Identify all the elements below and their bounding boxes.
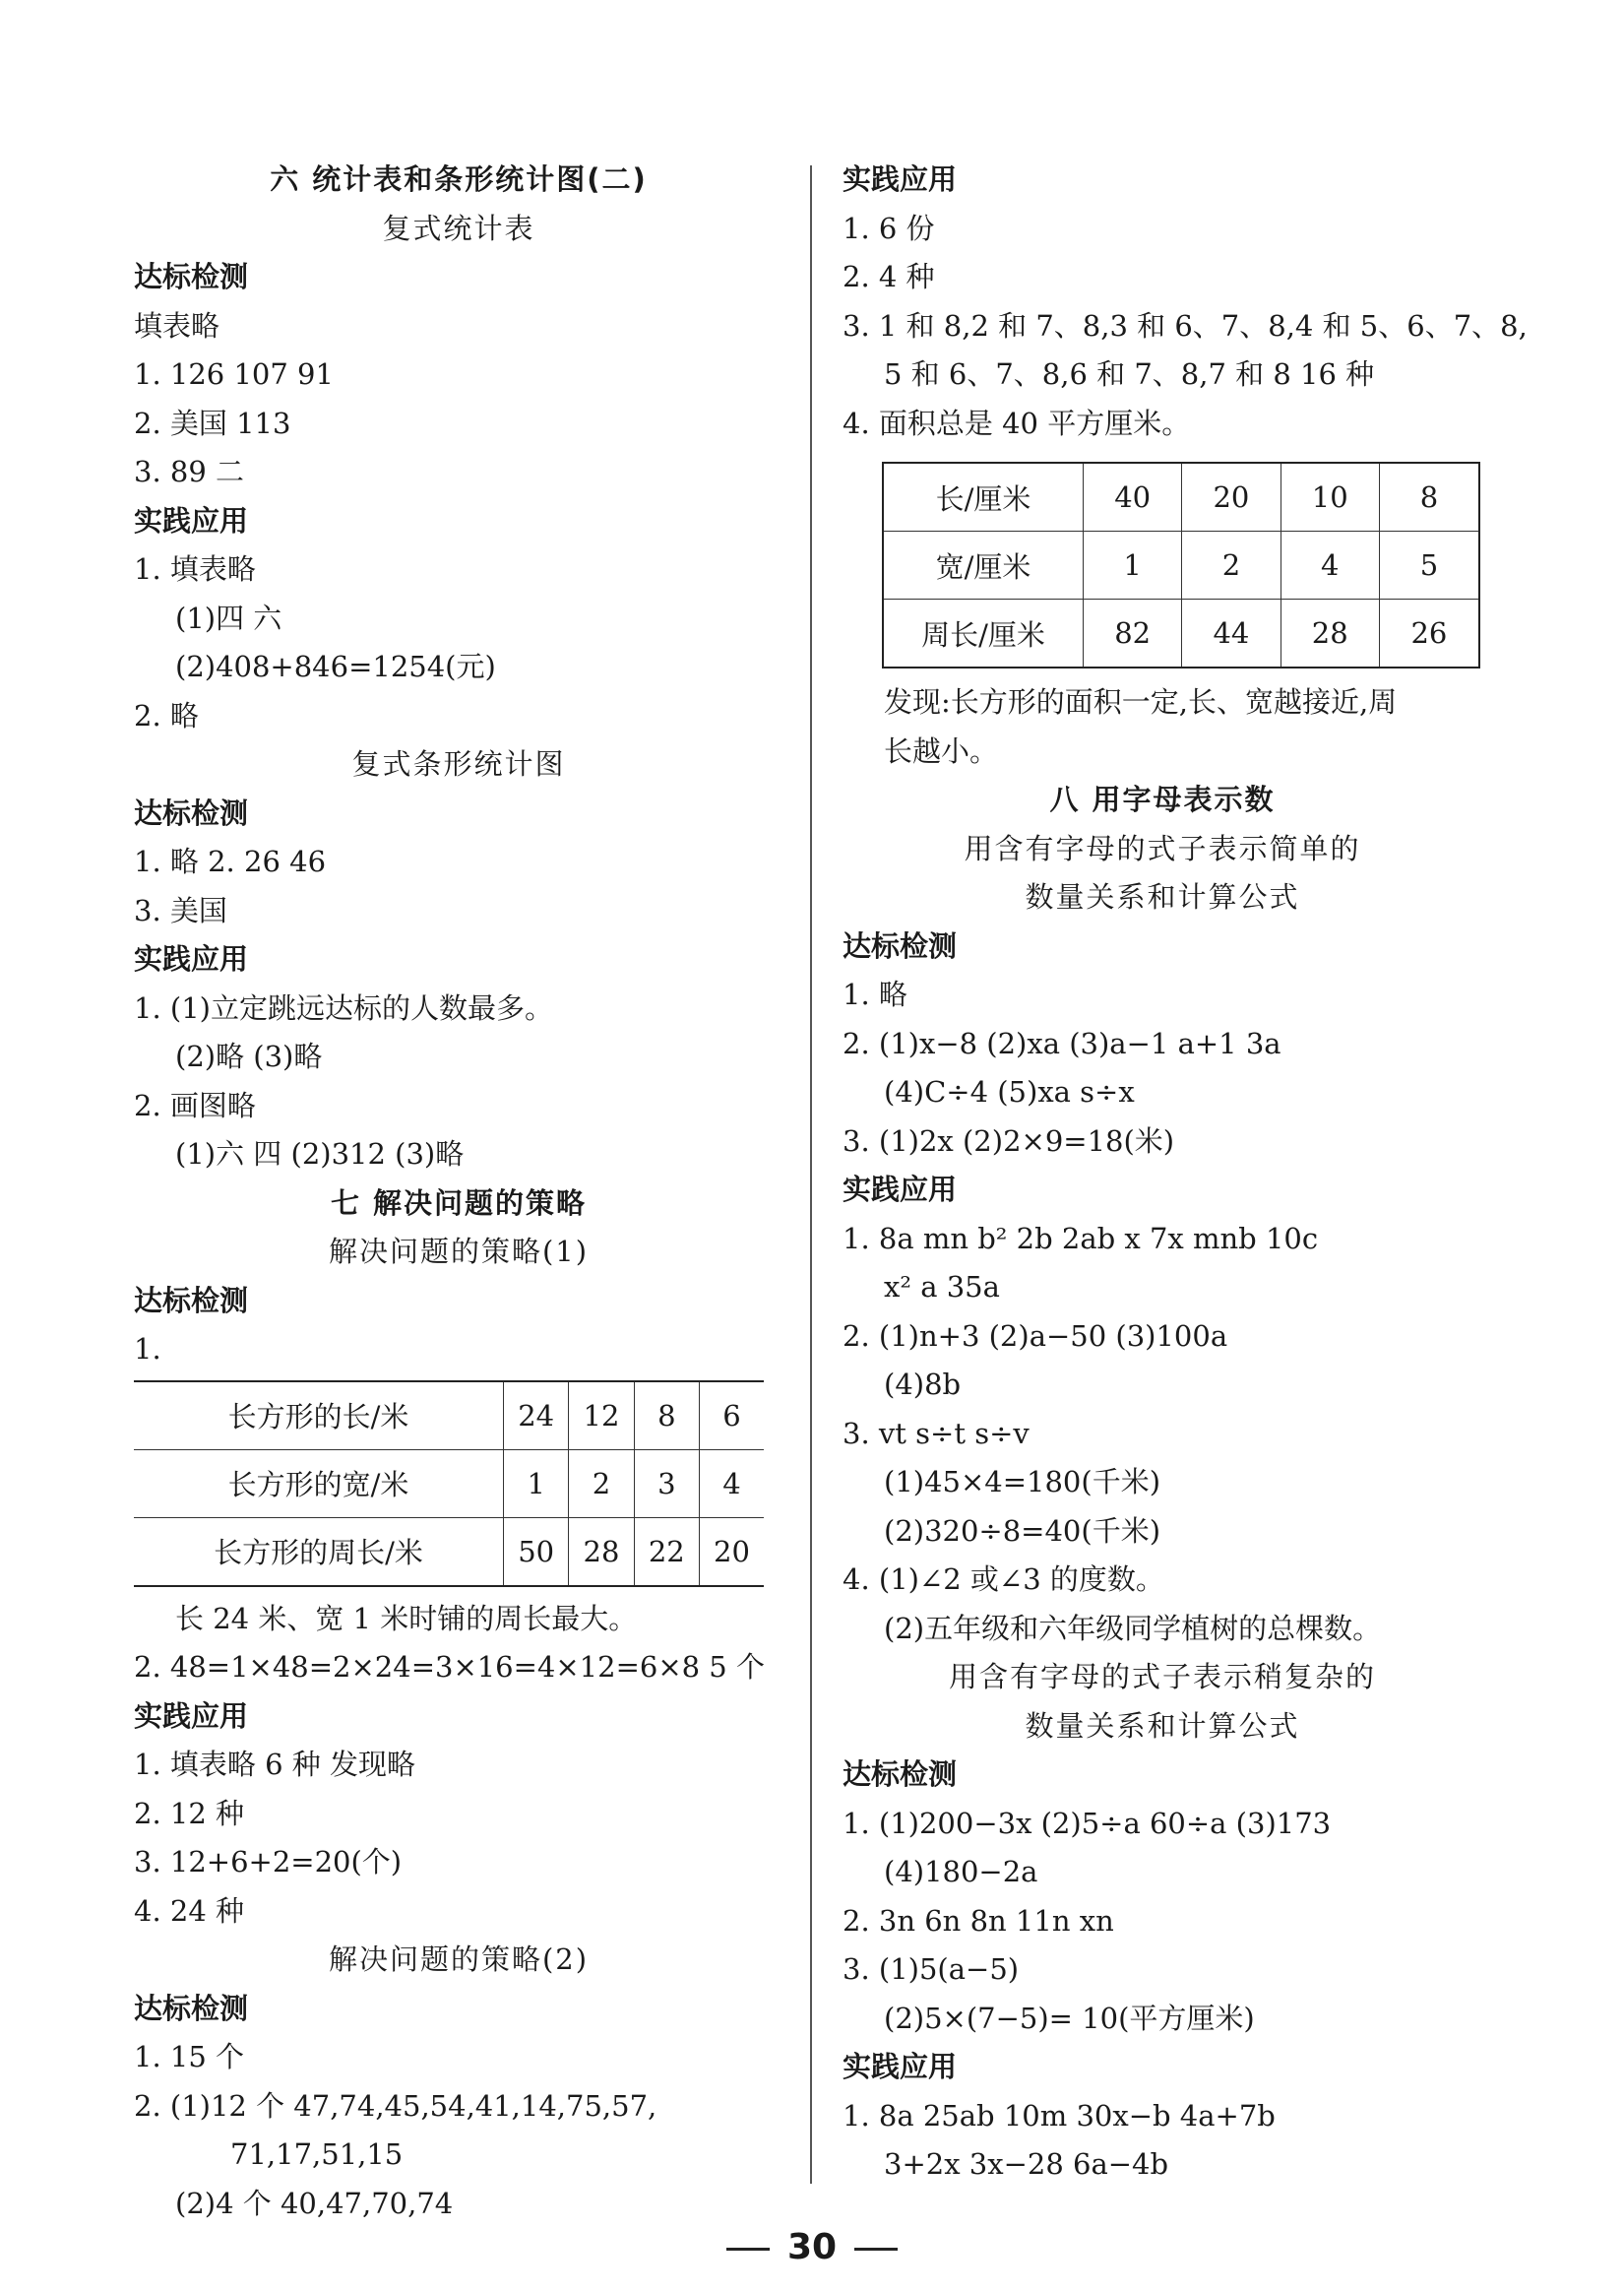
answer-line: 用含有字母的式子表示简单的 — [964, 831, 1361, 865]
answer-line: (2)五年级和六年级同学植树的总棵数。 — [884, 1611, 1382, 1645]
table-cell: 26 — [1379, 600, 1479, 668]
answer-line: 1. 填表略 — [134, 552, 256, 586]
answer-line: 八 用字母表示数 — [1049, 783, 1276, 816]
table-row-header: 长方形的长/米 — [134, 1381, 504, 1450]
table-cell: 28 — [569, 1517, 634, 1586]
answer-line: (4)C÷4 (5)xa s÷x — [884, 1075, 1135, 1109]
table-row — [134, 1517, 764, 1586]
answer-line: 填表略 — [134, 308, 220, 343]
table-row — [883, 532, 1479, 600]
answer-line: 2. (1)n+3 (2)a−50 (3)100a — [843, 1318, 1228, 1353]
rectangle-perimeter-table — [134, 1380, 764, 1587]
table-row — [134, 1381, 764, 1450]
answer-line: 解决问题的策略(2) — [328, 1942, 590, 1976]
answer-line: 1. 8a mn b² 2b 2ab x 7x mnb 10c — [843, 1221, 1319, 1255]
answer-line: 2. 美国 113 — [134, 406, 291, 440]
table-row-header: 长方形的宽/米 — [134, 1449, 504, 1517]
answer-line: 1. 填表略 6 种 发现略 — [134, 1748, 415, 1781]
left-column — [134, 156, 783, 2228]
table-row — [883, 463, 1479, 532]
table-cell: 2 — [569, 1449, 634, 1517]
table-cell: 22 — [634, 1517, 699, 1586]
answer-line: 实践应用 — [843, 2050, 958, 2083]
answer-line: 复式条形统计图 — [351, 747, 566, 781]
answer-line: 长 24 米、宽 1 米时铺的周长最大。 — [175, 1601, 638, 1635]
answer-line: 2. (1)x−8 (2)xa (3)a−1 a+1 3a — [843, 1026, 1281, 1060]
page-number — [0, 2227, 1624, 2267]
answer-line: 数量关系和计算公式 — [1025, 1708, 1300, 1743]
table-cell: 8 — [1379, 463, 1479, 532]
answer-line: 实践应用 — [134, 942, 249, 976]
answer-line: 1. 126 107 91 — [134, 357, 334, 391]
answer-line: 用含有字母的式子表示稍复杂的 — [948, 1660, 1376, 1693]
answer-line: 实践应用 — [843, 162, 958, 196]
answer-line: 发现:长方形的面积一定,长、宽越接近,周 — [884, 685, 1398, 719]
right-lines-bottom — [843, 678, 1482, 2190]
answer-line: 达标检测 — [843, 928, 958, 963]
answer-line: 4. 面积总是 40 平方厘米。 — [843, 406, 1191, 440]
answer-line: 1. 略 — [843, 978, 907, 1011]
answer-line: x² a 35a — [884, 1270, 1000, 1304]
answer-line: (4)8b — [884, 1368, 962, 1401]
table-cell: 2 — [1182, 532, 1280, 600]
answer-line: 2. 3n 6n 8n 11n xn — [843, 1903, 1114, 1938]
answer-line: (2)5×(7−5)= 10(平方厘米) — [884, 2001, 1255, 2035]
answer-line: 实践应用 — [134, 503, 249, 538]
table-cell: 3 — [634, 1449, 699, 1517]
left-lines-bottom — [134, 1595, 783, 2229]
answer-line: 2. (1)12 个 47,74,45,54,41,14,75,57, — [134, 2088, 657, 2123]
table-cell: 20 — [699, 1517, 764, 1586]
table-cell: 40 — [1084, 463, 1182, 532]
answer-line: 1. 6 份 — [843, 211, 935, 245]
answer-line: 2. 画图略 — [134, 1088, 256, 1122]
answer-line: 达标检测 — [134, 1283, 249, 1317]
answer-line: 2. 4 种 — [843, 260, 935, 293]
table-cell: 6 — [699, 1381, 764, 1450]
right-column — [843, 156, 1528, 2190]
page-number-text: 30 — [786, 2227, 838, 2267]
answer-line: 达标检测 — [134, 1991, 249, 2025]
table-cell: 4 — [1280, 532, 1379, 600]
answer-line: 71,17,51,15 — [230, 2137, 404, 2171]
table-row-header: 周长/厘米 — [883, 600, 1084, 668]
answer-line: (4)180−2a — [884, 1855, 1038, 1888]
table-cell: 4 — [699, 1449, 764, 1517]
answer-line: 达标检测 — [843, 1757, 958, 1791]
table-cell: 50 — [504, 1517, 569, 1586]
table-cell: 20 — [1182, 463, 1280, 532]
table-cell: 1 — [1084, 532, 1182, 600]
answer-line: (2)4 个 40,47,70,74 — [175, 2186, 454, 2220]
answer-line: 1. 略 2. 26 46 — [134, 845, 327, 878]
answer-line: 达标检测 — [134, 796, 249, 830]
answer-line: 2. 48=1×48=2×24=3×16=4×12=6×8 5 个 — [134, 1650, 765, 1684]
answer-line: 3. (1)2x (2)2×9=18(米) — [843, 1123, 1175, 1158]
answer-line: 3. 89 二 — [134, 455, 245, 488]
table-cell: 24 — [504, 1381, 569, 1450]
answer-line: 2. 略 — [134, 698, 199, 732]
rectangle-area-table — [882, 462, 1480, 668]
answer-line: (2)略 (3)略 — [175, 1040, 323, 1073]
answer-line: 3. 12+6+2=20(个) — [134, 1845, 403, 1878]
answer-line: 3. (1)5(a−5) — [843, 1952, 1020, 1986]
answer-line: 实践应用 — [134, 1698, 249, 1733]
column-divider — [810, 165, 812, 2184]
answer-line: 1. 15 个 — [134, 2040, 245, 2073]
table-row-header: 宽/厘米 — [883, 532, 1084, 600]
table-row — [134, 1449, 764, 1517]
answer-line: 六 统计表和条形统计图(二) — [270, 162, 648, 196]
answer-line: 复式统计表 — [382, 211, 535, 245]
answer-line: 3. 美国 — [134, 893, 227, 927]
answer-line: 4. 24 种 — [134, 1893, 245, 1928]
answer-line: 1. — [134, 1332, 161, 1366]
table-row-header: 长方形的周长/米 — [134, 1517, 504, 1586]
table-cell: 8 — [634, 1381, 699, 1450]
table-cell: 28 — [1280, 600, 1379, 668]
answer-line: 数量关系和计算公式 — [1025, 880, 1300, 914]
answer-line: 3. vt s÷t s÷v — [843, 1416, 1030, 1450]
table-row — [883, 600, 1479, 668]
answer-line: 解决问题的策略(1) — [328, 1235, 590, 1268]
answer-line: 七 解决问题的策略 — [330, 1185, 588, 1220]
table-cell: 12 — [569, 1381, 634, 1450]
table-cell: 1 — [504, 1449, 569, 1517]
answer-line: 2. 12 种 — [134, 1796, 245, 1830]
table-cell: 82 — [1084, 600, 1182, 668]
table-cell: 44 — [1182, 600, 1280, 668]
table-cell: 10 — [1280, 463, 1379, 532]
answer-line: 达标检测 — [134, 260, 249, 293]
left-lines-top — [134, 156, 783, 1374]
answer-line: (1)45×4=180(千米) — [884, 1465, 1161, 1498]
dash-right — [854, 2248, 898, 2251]
table-cell: 5 — [1379, 532, 1479, 600]
answer-line: (1)四 六 — [175, 601, 282, 635]
answer-line: 实践应用 — [843, 1173, 958, 1206]
answer-line: 5 和 6、7、8,6 和 7、8,7 和 8 16 种 — [884, 357, 1375, 391]
answer-line: (1)六 四 (2)312 (3)略 — [175, 1137, 465, 1171]
answer-line: 3+2x 3x−28 6a−4b — [884, 2147, 1169, 2181]
answer-line: 1. (1)立定跳远达标的人数最多。 — [134, 990, 553, 1025]
right-lines-top — [843, 156, 1528, 448]
answer-line: 1. (1)200−3x (2)5÷a 60÷a (3)173 — [843, 1806, 1332, 1840]
answer-line: (2)320÷8=40(千米) — [884, 1513, 1161, 1548]
dash-left — [726, 2248, 770, 2251]
answer-line: (2)408+846=1254(元) — [175, 650, 496, 683]
answer-line: 4. (1)∠2 或∠3 的度数。 — [843, 1562, 1164, 1596]
answer-line: 长越小。 — [884, 733, 999, 768]
answer-line: 1. 8a 25ab 10m 30x−b 4a+7b — [843, 2098, 1276, 2133]
table-row-header: 长/厘米 — [883, 463, 1084, 532]
answer-line: 3. 1 和 8,2 和 7、8,3 和 6、7、8,4 和 5、6、7、8, — [843, 308, 1528, 343]
